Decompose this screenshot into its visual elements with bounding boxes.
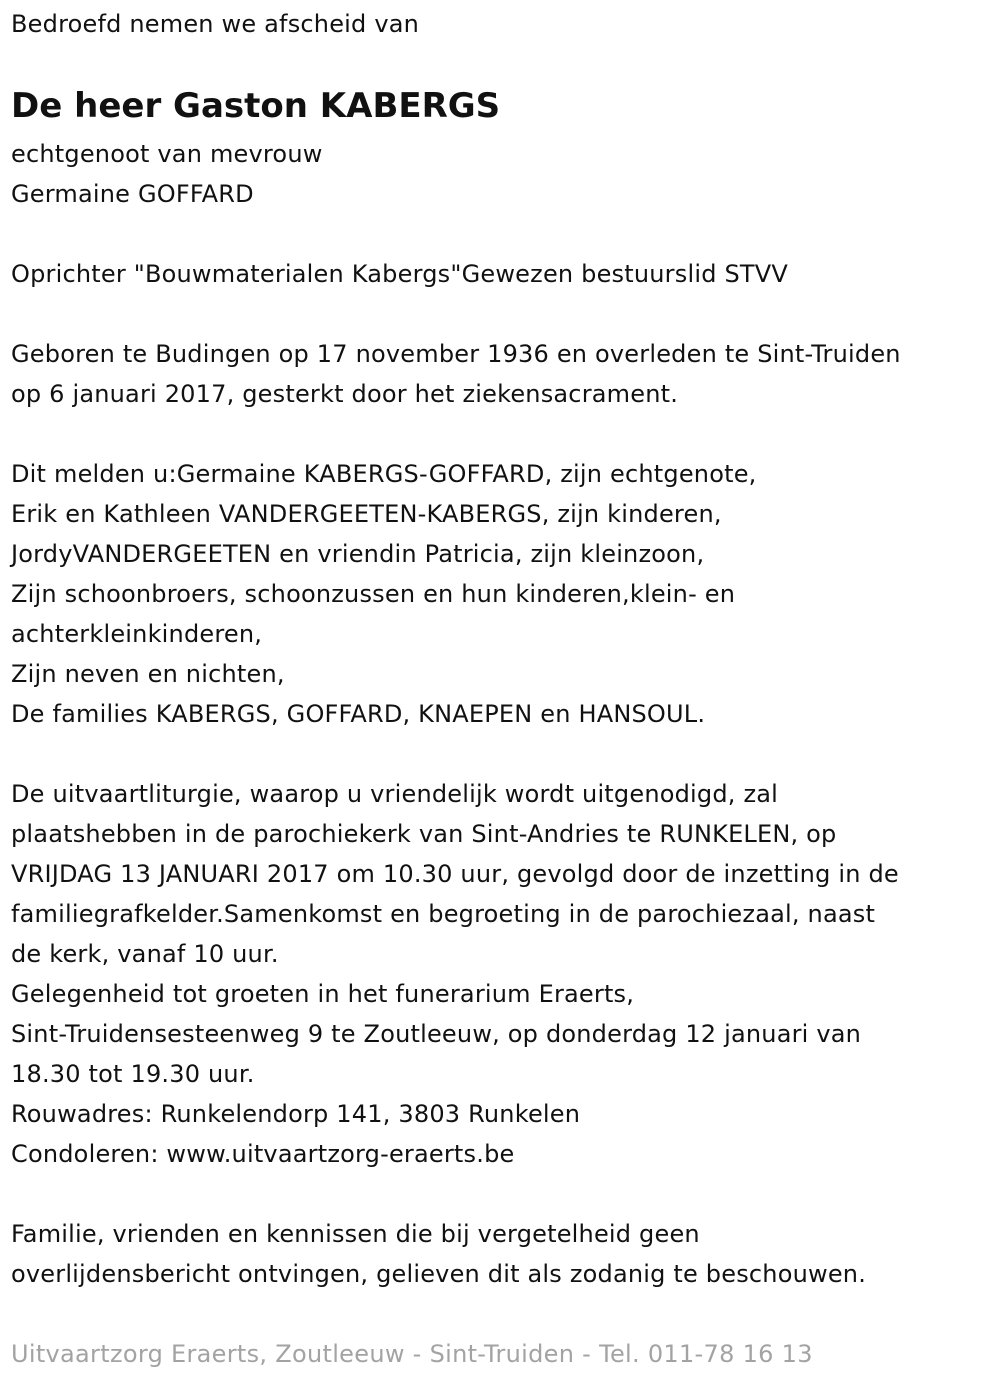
family-line: Zijn neven en nichten, bbox=[11, 660, 285, 688]
role-section bbox=[11, 254, 788, 294]
intro-text: Bedroefd nemen we afscheid van bbox=[11, 10, 420, 38]
birth-death-line: op 6 januari 2017, gesterkt door het ziekensacrament. bbox=[11, 380, 679, 408]
funeral-line: VRIJDAG 13 JANUARI 2017 om 10.30 uur, gevolgd door de inzetting in de bbox=[11, 860, 899, 888]
partner-line: Germaine GOFFARD bbox=[11, 180, 254, 208]
viewing-line: 18.30 tot 19.30 uur. bbox=[11, 1060, 255, 1088]
birth-death-section bbox=[11, 334, 901, 414]
family-line: achterkleinkinderen, bbox=[11, 620, 263, 648]
family-line: Zijn schoonbroers, schoonzussen en hun kinderen,klein- en bbox=[11, 580, 736, 608]
family-line: Erik en Kathleen VANDERGEETEN-KABERGS, zijn kinderen, bbox=[11, 500, 722, 528]
viewing-line: Sint-Truidensesteenweg 9 te Zoutleeuw, op donderdag 12 januari van bbox=[11, 1020, 862, 1048]
closing-line: overlijdensbericht ontvingen, gelieven dit als zodanig te beschouwen. bbox=[11, 1260, 867, 1288]
deceased-name: De heer Gaston KABERGS bbox=[11, 86, 501, 126]
family-line: Dit melden u:Germaine KABERGS-GOFFARD, zijn echtgenote, bbox=[11, 460, 757, 488]
funeral-line: de kerk, vanaf 10 uur. bbox=[11, 940, 279, 968]
family-line: De families KABERGS, GOFFARD, KNAEPEN en HANSOUL. bbox=[11, 700, 706, 728]
funeral-line: De uitvaartliturgie, waarop u vriendelijk wordt uitgenodigd, zal bbox=[11, 780, 779, 808]
mourning-address: Rouwadres: Runkelendorp 141, 3803 Runkelen bbox=[11, 1100, 581, 1128]
family-section bbox=[11, 454, 757, 734]
funeral-home-footer: Uitvaartzorg Eraerts, Zoutleeuw - Sint-Truiden - Tel. 011-78 16 13 bbox=[11, 1340, 813, 1368]
viewing-line: Gelegenheid tot groeten in het funerarium Eraerts, bbox=[11, 980, 635, 1008]
funeral-line: familiegrafkelder.Samenkomst en begroeting in de parochiezaal, naast bbox=[11, 900, 876, 928]
condolence-link[interactable]: Condoleren: www.uitvaartzorg-eraerts.be bbox=[11, 1140, 515, 1168]
funeral-section bbox=[11, 774, 899, 1174]
closing-line: Familie, vrienden en kennissen die bij vergetelheid geen bbox=[11, 1220, 700, 1248]
role-line: Oprichter "Bouwmaterialen Kabergs"Gewezen bestuurslid STVV bbox=[11, 260, 788, 288]
partner-line: echtgenoot van mevrouw bbox=[11, 140, 323, 168]
closing-section bbox=[11, 1214, 866, 1294]
funeral-line: plaatshebben in de parochiekerk van Sint-Andries te RUNKELEN, op bbox=[11, 820, 837, 848]
birth-death-line: Geboren te Budingen op 17 november 1936 en overleden te Sint-Truiden bbox=[11, 340, 901, 368]
family-line: JordyVANDERGEETEN en vriendin Patricia, zijn kleinzoon, bbox=[11, 540, 705, 568]
partner-section bbox=[11, 134, 323, 214]
